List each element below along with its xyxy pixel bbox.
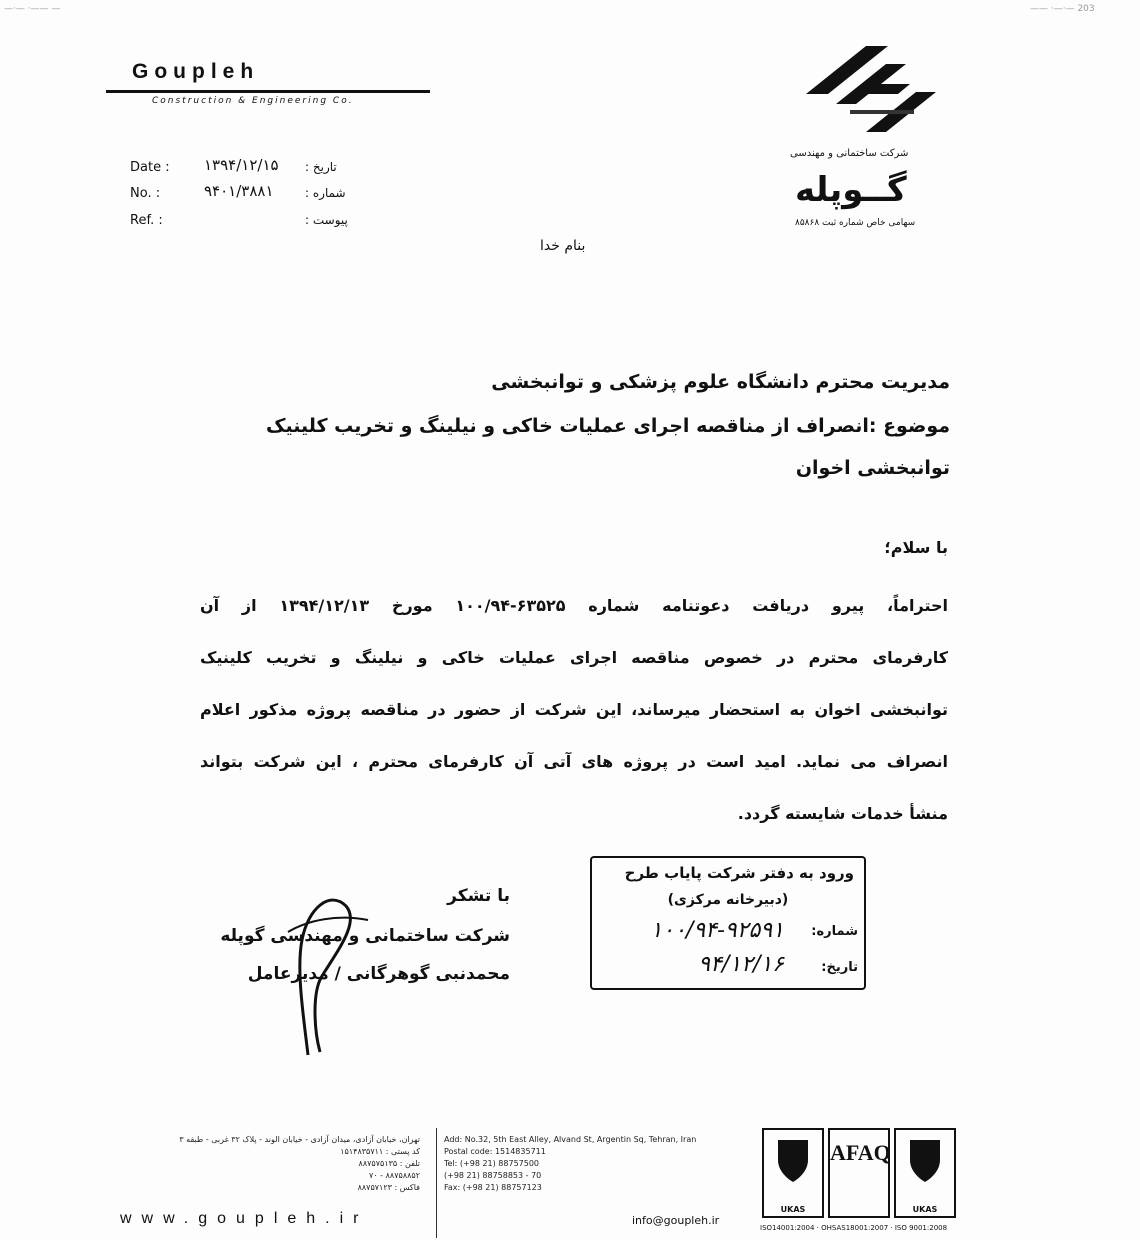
stamp-title: ورود به دفتر شرکت پایاب طرح	[624, 864, 854, 882]
ukas-logo-icon	[762, 1128, 824, 1218]
body-line: احتراماً، پیرو دریافت دعوتنامه شماره ۶۳۵۲۵-۱۰۰/۹۴ مورخ ۱۳۹۴/۱۲/۱۳ از آن	[200, 596, 949, 615]
company-reg-fa: سهامی خاص شماره ثبت ۸۵۸۶۸	[795, 218, 916, 228]
afaq-mark: AFAQ	[830, 1140, 891, 1165]
number-label-en: No. :	[130, 186, 161, 201]
iso-standards: ISO14001:2004 · OHSAS18001:2007 · ISO 9001:2008	[760, 1224, 948, 1232]
meta-date-row	[130, 156, 370, 182]
footer-postal-fa: کد پستی : ۱۵۱۴۸۳۵۷۱۱	[340, 1147, 420, 1156]
stamp-date-label: تاریخ:	[821, 960, 858, 975]
number-value: ۹۴۰۱/۳۸۸۱	[204, 182, 274, 200]
certification-logos	[762, 1128, 960, 1224]
footer-postal-en: Postal code: 1514835711	[444, 1147, 546, 1156]
stamp-number-label: شماره:	[811, 924, 858, 939]
footer-tel2-en: (+98 21) 88758853 - 70	[444, 1171, 542, 1180]
footer-divider	[436, 1128, 437, 1238]
footer-address-fa-block	[120, 1134, 420, 1194]
stamp-date-value: ۹۴/۱۲/۱۶	[698, 952, 784, 977]
ref-label-en: Ref. :	[130, 213, 163, 228]
closing-thanks: با تشکر	[447, 886, 510, 906]
footer-website[interactable]: www.goupleh.ir	[120, 1210, 369, 1227]
date-label-fa: تاریخ :	[305, 160, 337, 174]
scan-mark-right: —— ·—·— 203	[1030, 4, 1095, 14]
subject-line-1: موضوع :انصراف از مناقصه اجرای عملیات خاکی و نیلینگ و تخریب کلینیک	[265, 415, 950, 437]
footer-phone-fa: تلفن : ۸۸۷۵۷۵۱۳۵	[358, 1159, 420, 1168]
body-line: منشأ خدمات شایسته گردد.	[737, 804, 948, 823]
body-line: کارفرمای محترم در خصوص مناقصه اجرای عملیات خاکی و نیلینگ و تخریب کلینیک	[200, 648, 948, 667]
closing-company: شرکت ساختمانی و مهندسی گوپله	[220, 926, 510, 946]
ref-label-fa: پیوست :	[305, 213, 348, 227]
company-name-fa: گــوپله	[795, 170, 907, 210]
company-logo-icon	[806, 44, 946, 140]
body-line: انصراف می نماید. امید است در پروژه های آتی آن کارفرمای محترم ، این شرکت بتواند	[200, 752, 948, 771]
afaq-logo-icon	[828, 1128, 890, 1218]
date-value: ۱۳۹۴/۱۲/۱۵	[204, 156, 279, 174]
footer-address-en-block	[444, 1134, 754, 1194]
brand-subtitle-en: Construction & Engineering Co.	[152, 96, 354, 106]
addressee: مدیریت محترم دانشگاه علوم پزشکی و توانبخشی	[491, 371, 950, 393]
stamp-subtitle: (دبیرخانه مرکزی)	[667, 892, 789, 908]
scan-mark-left: —·— ·—— —	[4, 4, 61, 14]
cert-label: UKAS	[912, 1205, 938, 1214]
footer-email[interactable]: info@goupleh.ir	[632, 1214, 720, 1227]
footer-tel-en: Tel: (+98 21) 88757500	[444, 1159, 540, 1168]
number-label-fa: شماره :	[305, 186, 346, 200]
footer-fax-fa: فاکس : ۸۸۷۵۷۱۲۳	[357, 1183, 420, 1192]
footer-address-en: Add: No.32, 5th East Alley, Alvand St, Argentin Sq, Tehran, Iran	[444, 1135, 697, 1144]
received-stamp	[590, 856, 866, 990]
closing-signer: محمدنبی گوهرگانی / مدیرعامل	[247, 964, 510, 984]
meta-ref-row	[130, 213, 370, 235]
footer-phone2-fa: ۸۸۷۵۸۸۵۲ - ۷۰	[369, 1171, 420, 1180]
greeting: با سلام؛	[884, 538, 948, 557]
brand-name-en: Goupleh	[132, 60, 260, 83]
body-line: توانبخشی اخوان به استحضار میرساند، این شرکت از حضور در مناقصه پروژه مذکور اعلام	[200, 700, 948, 719]
handwritten-signature-icon	[268, 880, 378, 1060]
meta-number-row	[130, 182, 370, 208]
basmala: بنام خدا	[540, 238, 586, 254]
brand-rule	[106, 90, 430, 93]
footer-fax-en: Fax: (+98 21) 88757123	[444, 1183, 542, 1192]
footer-address-fa: تهران، خیابان آزادی، میدان آزادی - خیابان الوند - پلاک ۳۲ غربی - طبقه ۳	[179, 1135, 420, 1144]
cert-label: UKAS	[780, 1205, 806, 1214]
date-label-en: Date :	[130, 160, 170, 175]
company-line-fa: شرکت ساختمانی و مهندسی	[790, 148, 909, 159]
ukas-logo-icon	[894, 1128, 956, 1218]
letter-body	[200, 580, 948, 840]
subject-line-2: توانبخشی اخوان	[795, 457, 950, 479]
stamp-number-value: ۱۰۰/۹۴-۹۲۵۹۱	[650, 918, 784, 943]
